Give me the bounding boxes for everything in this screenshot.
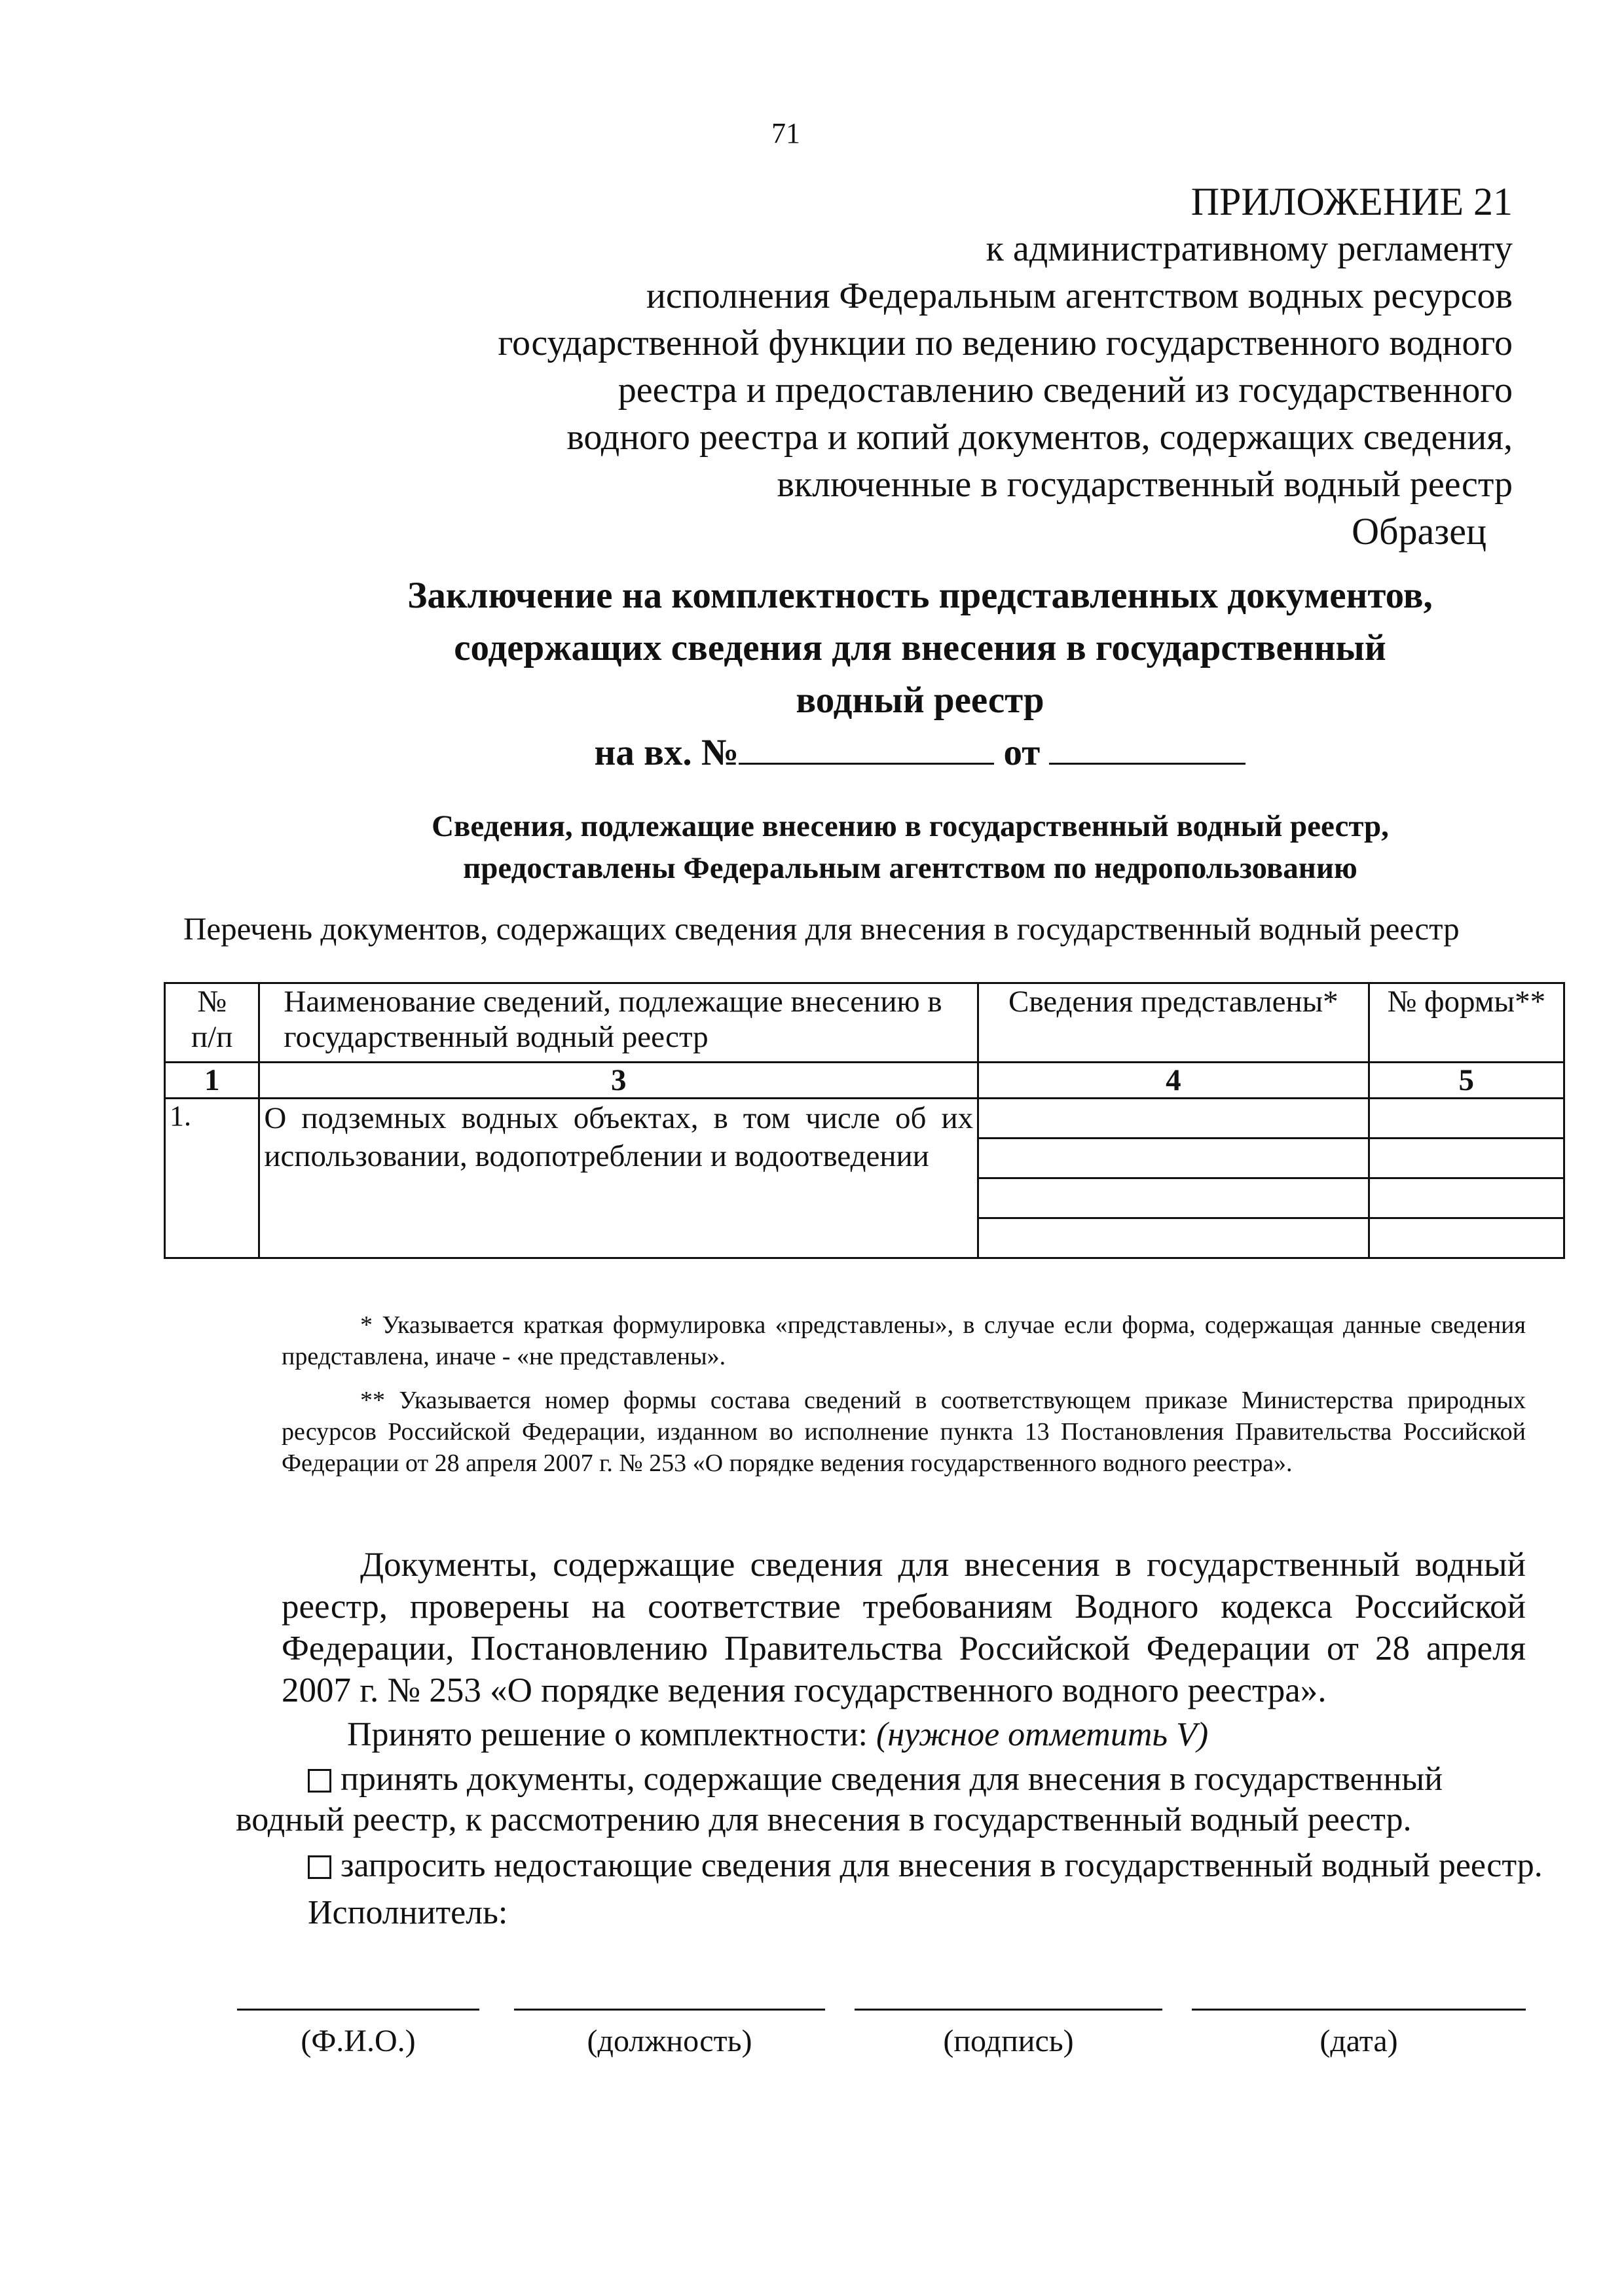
form-no-cell[interactable] bbox=[1370, 1179, 1563, 1219]
incoming-number-blank[interactable] bbox=[739, 730, 994, 765]
info-heading bbox=[262, 805, 1559, 889]
header-num bbox=[165, 983, 259, 1063]
option-accept bbox=[308, 1758, 1443, 1800]
appendix-line: реестра и предоставлению сведений из государственного bbox=[618, 370, 1513, 410]
info-line: предоставлены Федеральным агентством по недропользованию bbox=[463, 851, 1357, 885]
decision-line bbox=[347, 1715, 1208, 1754]
accept-checkbox[interactable] bbox=[308, 1769, 331, 1793]
fio-label: (Ф.И.О.) bbox=[301, 2024, 416, 2058]
title-line: Заключение на комплектность представленных документов, bbox=[407, 575, 1433, 616]
appendix-line: водного реестра и копий документов, содержащих сведения, bbox=[566, 417, 1513, 458]
verification-paragraph: Документы, содержащие сведения для внесения в государственный водный реестр, проверены на соответствие требованиям Водного кодекса Российской Федерации, Постановлению Правительства Российской Федерации от 28 апреля 2007 г. № 253 «О порядке ведения государственного водного реестра». bbox=[282, 1546, 1526, 1709]
provided-cell[interactable] bbox=[979, 1179, 1367, 1219]
provided-cell[interactable] bbox=[979, 1219, 1367, 1257]
decision-label: Принято решение о комплектности: bbox=[347, 1716, 868, 1753]
request-checkbox[interactable] bbox=[308, 1855, 331, 1879]
sample-label: Образец bbox=[1352, 510, 1486, 553]
title-line: водный реестр bbox=[796, 680, 1044, 721]
page-number: 71 bbox=[771, 117, 800, 149]
fio-line[interactable] bbox=[237, 2009, 479, 2011]
provided-cell[interactable] bbox=[979, 1099, 1367, 1139]
table-header-row bbox=[165, 983, 1564, 1063]
header-provided: Сведения представлены* bbox=[978, 983, 1369, 1063]
column-number: 1 bbox=[165, 1063, 259, 1099]
appendix-heading: ПРИЛОЖЕНИЕ 21 bbox=[1190, 180, 1513, 223]
form-no-cells bbox=[1369, 1099, 1564, 1258]
document-title bbox=[262, 570, 1578, 779]
appendix-line: государственной функции по ведению государственного водного bbox=[498, 323, 1513, 363]
date-line[interactable] bbox=[1192, 2009, 1526, 2011]
position-label: (должность) bbox=[587, 2024, 752, 2058]
column-number-row bbox=[165, 1063, 1564, 1099]
incoming-prefix: на вх. № bbox=[594, 732, 739, 773]
date-label: (дата) bbox=[1320, 2024, 1398, 2058]
header-num-line2: п/п bbox=[191, 1020, 233, 1054]
header-num-line1: № bbox=[197, 985, 227, 1019]
info-line: Сведения, подлежащие внесению в государственный водный реестр, bbox=[432, 809, 1389, 843]
incoming-number-line bbox=[262, 727, 1578, 779]
provided-cell[interactable] bbox=[979, 1139, 1367, 1179]
decision-hint: (нужное отметить V) bbox=[876, 1716, 1209, 1753]
option-request-label: запросить недостающие сведения для внесения в государственный водный реестр. bbox=[341, 1847, 1543, 1884]
table-row bbox=[165, 1099, 1564, 1258]
from-word: от bbox=[1003, 732, 1041, 773]
documents-table bbox=[164, 982, 1565, 1259]
signature-label: (подпись) bbox=[943, 2024, 1074, 2058]
header-form-no: № формы** bbox=[1369, 983, 1564, 1063]
executor-label: Исполнитель: bbox=[308, 1894, 508, 1931]
option-accept-continuation: водный реестр, к рассмотрению для внесения в государственный водный реестр. bbox=[236, 1801, 1412, 1838]
form-no-cell[interactable] bbox=[1370, 1139, 1563, 1179]
option-accept-label: принять документы, содержащие сведения для внесения в государственный bbox=[341, 1760, 1443, 1798]
header-name: Наименование сведений, подлежащие внесению в государственный водный реестр bbox=[259, 983, 978, 1063]
option-request bbox=[308, 1846, 1543, 1885]
row-num: 1. bbox=[165, 1099, 259, 1258]
position-line[interactable] bbox=[514, 2009, 825, 2011]
appendix-line: к административному регламенту bbox=[986, 228, 1513, 269]
column-number: 4 bbox=[978, 1063, 1369, 1099]
footnote-2: ** Указывается номер формы состава сведений в соответствующем приказе Министерства природных ресурсов Российской Федерации, изданном во исполнение пункта 13 Постановления Правительства Российской Федерации от 28 апреля 2007 г. № 253 «О порядке ведения государственного водного реестра». bbox=[282, 1387, 1526, 1477]
list-caption: Перечень документов, содержащих сведения для внесения в государственный водный реестр bbox=[183, 911, 1460, 947]
row-name: О подземных водных объектах, в том числе об их использовании, водопотреблении и водоотведении bbox=[259, 1099, 978, 1258]
column-number: 5 bbox=[1369, 1063, 1564, 1099]
signature-line[interactable] bbox=[855, 2009, 1162, 2011]
appendix-line: включенные в государственный водный реестр bbox=[777, 464, 1513, 505]
column-number: 3 bbox=[259, 1063, 978, 1099]
title-line: содержащих сведения для внесения в государственный bbox=[454, 627, 1386, 668]
form-no-cell[interactable] bbox=[1370, 1219, 1563, 1257]
date-blank[interactable] bbox=[1049, 730, 1246, 765]
provided-cells bbox=[978, 1099, 1369, 1258]
form-no-cell[interactable] bbox=[1370, 1099, 1563, 1139]
appendix-block bbox=[498, 178, 1513, 508]
appendix-line: исполнения Федеральным агентством водных ресурсов bbox=[646, 276, 1513, 316]
footnote-1: * Указывается краткая формулировка «представлены», в случае если форма, содержащая данные сведения представлена, иначе - «не представлены». bbox=[282, 1311, 1526, 1370]
